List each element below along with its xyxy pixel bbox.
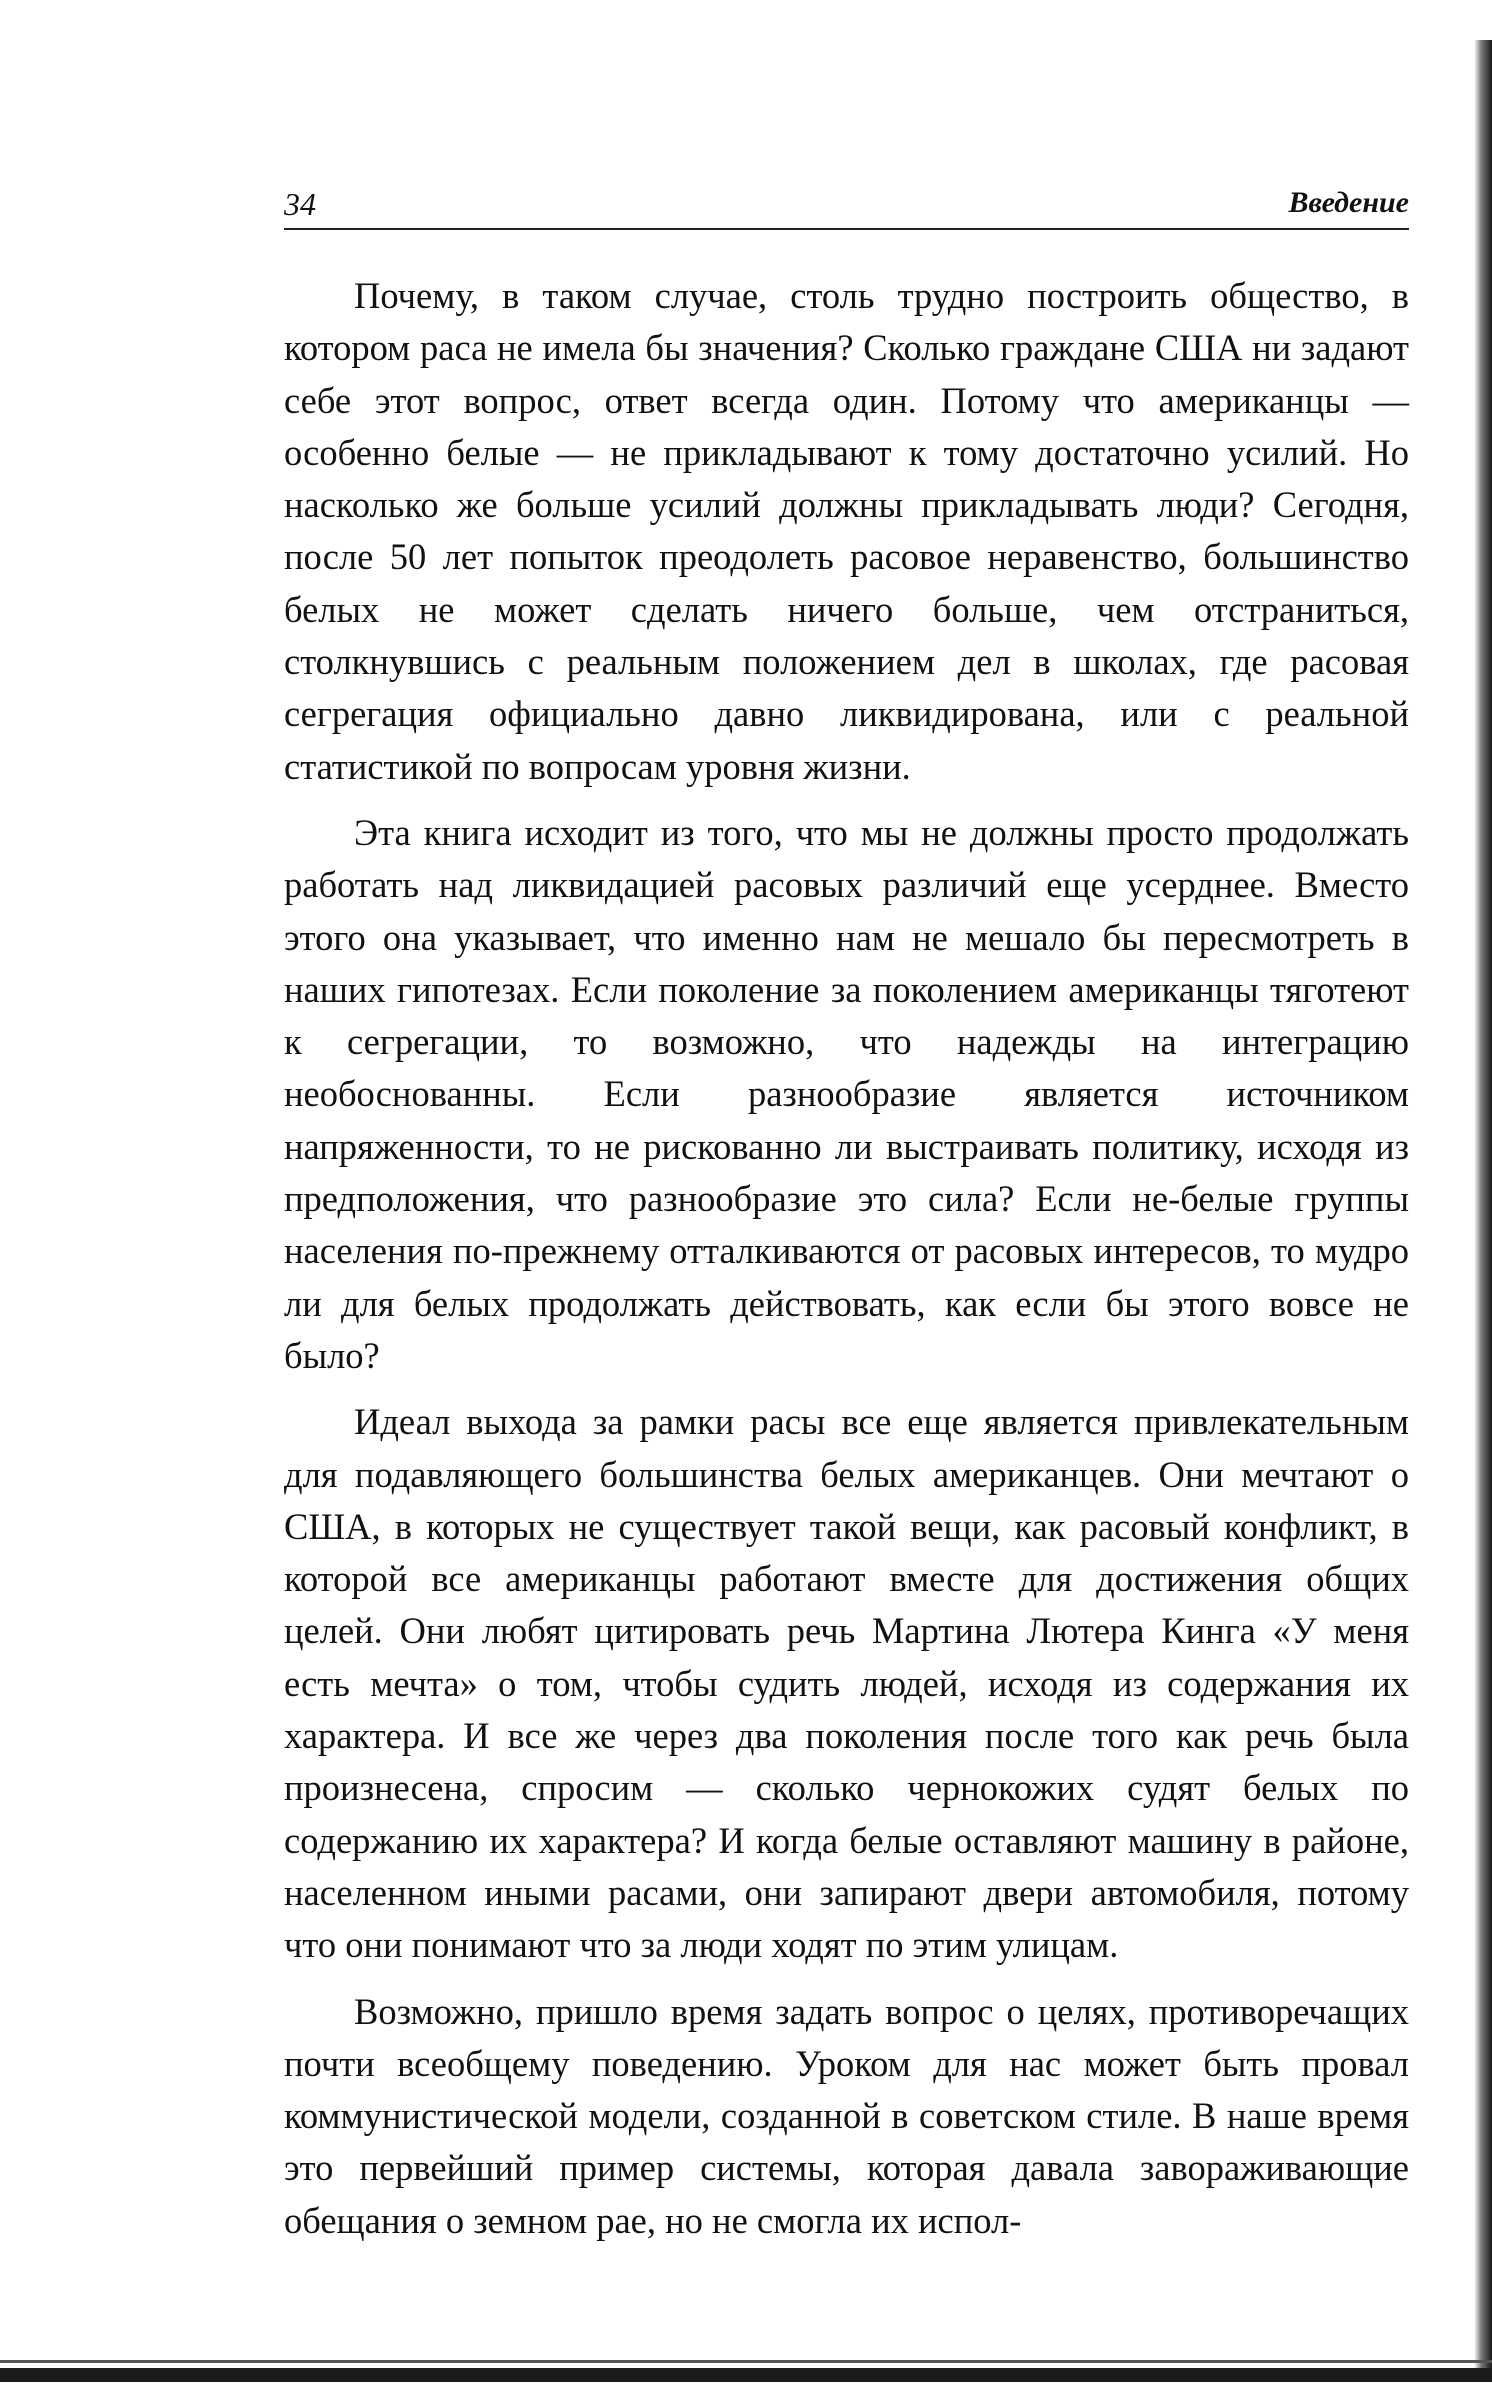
paragraph: Эта книга исходит из того, что мы не должны просто продолжать работать над ликвидацией расовых различий еще усерднее. Вместо этого она указывает, что именно нам не мешало бы пересмотреть в наших гипотезах. Если поколение за поколением американцы тяготеют к сегрегации, то возможно, что надежды на интеграцию необоснованны. Если разнообразие является источником напряженности, то не рискованно ли выстраивать политику, исходя из предположения, что разнообразие это сила? Если не-белые группы населения по-прежнему отталкиваются от расовых интересов, то мудро ли для белых продолжать действовать, как если бы этого вовсе не было? <box>284 811 1409 1376</box>
paragraph: Идеал выхода за рамки расы все еще является привлекательным для подавляющего большинства белых американцев. Они мечтают о США, в которых не существует такой вещи, как расовый конфликт, в которой все американцы работают вместе для достижения общих целей. Они любят цитировать речь Мартина Лютера Кинга «У меня есть мечта» о том, чтобы судить людей, исходя из содержания их характера. И все же через два поколения после того как речь была произнесена, спросим — сколько чернокожих судят белых по содержанию их характера? И когда белые оставляют машину в районе, населенном иными расами, они запирают двери автомобиля, потому что они понимают что за люди ходят по этим улицам. <box>284 1401 1409 1966</box>
running-title: Введение <box>1288 186 1409 219</box>
page-number: 34 <box>284 186 316 222</box>
scan-edge-right <box>1474 40 1492 2370</box>
paragraph: Почему, в таком случае, столь трудно построить общество, в котором раса не имела бы значения? Сколько граждане США ни задают себе этот вопрос, ответ всегда один. Потому что американцы — особенно белые — не прикладывают к тому достаточно усилий. Но насколько же больше усилий должны прикладывать люди? Сегодня, после 50 лет попыток преодолеть расовое неравенство, большинство белых не может сделать ничего больше, чем отстраниться, столкнувшись с реальным положением дел в школах, где расовая сегрегация официально давно ликвидирована, или с реальной статистикой по вопросам уровня жизни. <box>284 275 1409 787</box>
header-rule <box>284 228 1409 230</box>
body-text <box>284 270 1409 2261</box>
scan-edge-bottom <box>0 2368 1492 2382</box>
paragraph: Возможно, пришло время задать вопрос о целях, противоречащих почти всеобщему поведению. Уроком для нас может быть провал коммунистической модели, созданной в советском стиле. В наше время это первейший пример системы, которая давала завораживающие обещания о земном рае, но не смогла их испол- <box>284 1990 1409 2241</box>
page-header <box>284 186 1409 230</box>
scan-edge-bottom-thin <box>0 2360 1492 2363</box>
